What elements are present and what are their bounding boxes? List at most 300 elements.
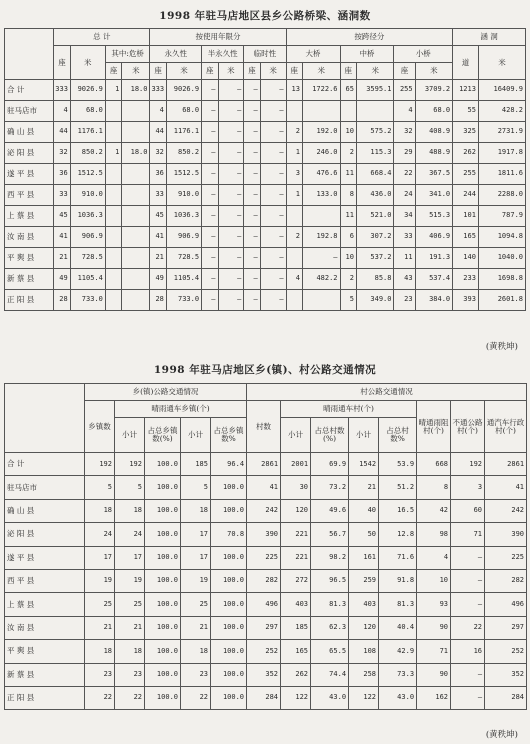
- table-cell: 403: [349, 593, 379, 616]
- table-cell: 668.4: [356, 164, 394, 185]
- table-cell: 259: [349, 569, 379, 592]
- table-cell: —: [202, 101, 218, 122]
- table-cell: 537.2: [356, 248, 394, 269]
- table-cell: 17: [181, 523, 211, 546]
- table-cell: 41: [247, 476, 281, 499]
- table-cell: 575.2: [356, 122, 394, 143]
- table-cell: 221: [281, 546, 311, 569]
- table-cell: 244: [453, 185, 479, 206]
- table-row: [5, 206, 526, 227]
- table-cell: 49: [150, 269, 166, 290]
- table-cell: —: [260, 101, 286, 122]
- row-label: 确 山 县: [5, 499, 85, 522]
- table-cell: 133.0: [302, 185, 340, 206]
- table-cell: 51.2: [379, 476, 417, 499]
- header-village-fine: 晴雨通车村(个): [281, 401, 417, 418]
- table-cell: —: [218, 80, 244, 101]
- table-cell: 1722.6: [302, 80, 340, 101]
- table-cell: 165: [453, 227, 479, 248]
- table-cell: 4: [54, 101, 70, 122]
- table-cell: [122, 248, 150, 269]
- table-cell: —: [218, 290, 244, 311]
- table-cell: 8: [340, 185, 356, 206]
- table-row: [5, 80, 526, 101]
- header-by-life: 按使用年限分: [150, 29, 286, 46]
- table-cell: 11: [340, 206, 356, 227]
- table-cell: 140: [453, 248, 479, 269]
- table-cell: 1036.3: [70, 206, 105, 227]
- bridges-table-body: [5, 80, 526, 311]
- header-danger: 其中:危桥: [105, 46, 150, 63]
- table-cell: 728.5: [166, 248, 201, 269]
- table-cell: 161: [349, 546, 379, 569]
- table-row: [5, 248, 526, 269]
- header-permanent: 永久性: [150, 46, 202, 63]
- table-cell: 255: [394, 80, 415, 101]
- table-cell: 262: [281, 663, 311, 686]
- table-cell: —: [244, 206, 260, 227]
- table-cell: [302, 290, 340, 311]
- table-cell: —: [218, 164, 244, 185]
- table-cell: 101: [453, 206, 479, 227]
- table-cell: [286, 248, 302, 269]
- table-cell: 100.0: [211, 616, 247, 639]
- table-cell: 100.0: [145, 593, 181, 616]
- row-label: 平 舆 县: [5, 248, 54, 269]
- table-cell: [122, 101, 150, 122]
- corner-cell: [5, 384, 85, 453]
- table-cell: 16: [451, 640, 485, 663]
- unit-meter: 米: [260, 63, 286, 80]
- table-cell: —: [302, 248, 340, 269]
- header-paved-count: 小计: [181, 418, 211, 453]
- table-cell: [356, 101, 394, 122]
- header-village-paved-pct: 占总村数%: [379, 418, 417, 453]
- row-label: 新 蔡 县: [5, 269, 54, 290]
- table-cell: 25: [85, 593, 115, 616]
- table-cell: 10: [417, 569, 451, 592]
- table-cell: 42.9: [379, 640, 417, 663]
- table-cell: 1512.5: [70, 164, 105, 185]
- table-cell: 69.9: [311, 453, 349, 476]
- bridges-table-title: 1998 年驻马店地区县乡公路桥梁、涵洞数: [159, 10, 371, 22]
- table-cell: 44: [54, 122, 70, 143]
- table-cell: 252: [485, 640, 527, 663]
- table-cell: 2: [286, 227, 302, 248]
- table-row: [5, 185, 526, 206]
- table-cell: 18: [115, 499, 145, 522]
- table-cell: 2: [286, 122, 302, 143]
- table-cell: 521.0: [356, 206, 394, 227]
- table-cell: 65.5: [311, 640, 349, 663]
- unit-count: 座: [394, 63, 415, 80]
- table-cell: 71: [417, 640, 451, 663]
- table-cell: 17: [181, 546, 211, 569]
- row-label: 西 平 县: [5, 569, 85, 592]
- header-town-fine: 晴雨通车乡镇(个): [115, 401, 247, 418]
- table-cell: 93: [417, 593, 451, 616]
- table-cell: 96.4: [211, 453, 247, 476]
- table-cell: 32: [54, 143, 70, 164]
- table-cell: 21: [181, 616, 211, 639]
- table-cell: 4: [417, 546, 451, 569]
- table-cell: 1105.4: [166, 269, 201, 290]
- header-pct-villages: 占总村数(%): [311, 418, 349, 453]
- header-large: 大桥: [286, 46, 340, 63]
- table-cell: 192.8: [302, 227, 340, 248]
- table-cell: 3: [451, 476, 485, 499]
- row-label: 正 阳 县: [5, 686, 85, 709]
- table-cell: [286, 101, 302, 122]
- table-cell: —: [244, 143, 260, 164]
- table-cell: 21: [150, 248, 166, 269]
- table-row: [5, 143, 526, 164]
- table-cell: —: [202, 269, 218, 290]
- header-village-group: 村公路交通情况: [247, 384, 527, 401]
- row-label: 上 蔡 县: [5, 593, 85, 616]
- table-cell: 333: [54, 80, 70, 101]
- table-cell: 1176.1: [70, 122, 105, 143]
- table-cell: 8: [417, 476, 451, 499]
- table-cell: 60: [451, 499, 485, 522]
- table-cell: —: [260, 143, 286, 164]
- table-cell: 29: [394, 143, 415, 164]
- table-cell: 3709.2: [415, 80, 453, 101]
- header-pct-towns: 占总乡镇数(%): [145, 418, 181, 453]
- table-cell: 68.0: [415, 101, 453, 122]
- table-cell: 120: [281, 499, 311, 522]
- row-label: 泌 阳 县: [5, 523, 85, 546]
- table-cell: 100.0: [145, 616, 181, 639]
- header-bus: 通汽车行政村(个): [485, 401, 527, 453]
- table-cell: [122, 164, 150, 185]
- unit-meter: 米: [166, 63, 201, 80]
- roads-table-body: [5, 453, 527, 710]
- table-cell: 1: [105, 80, 121, 101]
- table-cell: 108: [349, 640, 379, 663]
- table-cell: 307.2: [356, 227, 394, 248]
- table-cell: —: [244, 185, 260, 206]
- table-cell: 100.0: [145, 640, 181, 663]
- table-cell: 25: [181, 593, 211, 616]
- table-cell: 17: [85, 546, 115, 569]
- header-total: 总 计: [54, 29, 150, 46]
- table-cell: 18.0: [122, 143, 150, 164]
- table-cell: 2861: [485, 453, 527, 476]
- table-cell: 297: [485, 616, 527, 639]
- table-cell: 436.0: [356, 185, 394, 206]
- table-cell: 68.0: [70, 101, 105, 122]
- table-cell: —: [260, 185, 286, 206]
- unit-count: 座: [202, 63, 218, 80]
- table-row: [5, 290, 526, 311]
- table-cell: —: [218, 227, 244, 248]
- table-cell: [105, 269, 121, 290]
- table-cell: 221: [281, 523, 311, 546]
- header-medium: 中桥: [340, 46, 394, 63]
- table-cell: 100.0: [145, 453, 181, 476]
- unit-meter: 米: [218, 63, 244, 80]
- unit-meter: 米: [415, 63, 453, 80]
- table-cell: 36: [54, 164, 70, 185]
- table-cell: 24: [115, 523, 145, 546]
- table-cell: 192: [85, 453, 115, 476]
- table-cell: 192: [451, 453, 485, 476]
- table-cell: 100.0: [211, 546, 247, 569]
- table-cell: [122, 290, 150, 311]
- table-cell: 33: [394, 227, 415, 248]
- table-cell: 23: [181, 663, 211, 686]
- table-cell: 90: [417, 616, 451, 639]
- table-cell: 185: [181, 453, 211, 476]
- table-cell: 28: [150, 290, 166, 311]
- table-cell: 33: [150, 185, 166, 206]
- table-cell: —: [218, 248, 244, 269]
- table-cell: 49.6: [311, 499, 349, 522]
- table-cell: 333: [150, 80, 166, 101]
- table-cell: 22: [115, 686, 145, 709]
- table-cell: 16409.9: [478, 80, 525, 101]
- table-cell: 21: [85, 616, 115, 639]
- table-cell: 2001: [281, 453, 311, 476]
- table-cell: [105, 248, 121, 269]
- table-cell: 19: [115, 569, 145, 592]
- table-cell: 1036.3: [166, 206, 201, 227]
- table-cell: 19: [181, 569, 211, 592]
- table-cell: 5: [340, 290, 356, 311]
- table-cell: 68.0: [166, 101, 201, 122]
- roads-table: [4, 383, 527, 710]
- table-cell: 733.0: [166, 290, 201, 311]
- table-cell: 1512.5: [166, 164, 201, 185]
- header-subtotal: 小计: [115, 418, 145, 453]
- table-cell: 1542: [349, 453, 379, 476]
- unit-meter: 米: [122, 63, 150, 80]
- table-row: [5, 269, 526, 290]
- table-cell: [122, 122, 150, 143]
- table-row: [5, 101, 526, 122]
- table-cell: 81.3: [311, 593, 349, 616]
- table-cell: [105, 101, 121, 122]
- table-cell: —: [244, 80, 260, 101]
- table-cell: 100.0: [145, 686, 181, 709]
- header-culvert-count: 道: [453, 46, 479, 80]
- table-cell: —: [260, 164, 286, 185]
- table-cell: 733.0: [70, 290, 105, 311]
- table-cell: 906.9: [166, 227, 201, 248]
- table-cell: [286, 206, 302, 227]
- header-village-paved-count: 小计: [349, 418, 379, 453]
- table-cell: 21: [54, 248, 70, 269]
- table-cell: 284: [485, 686, 527, 709]
- table-cell: 325: [453, 122, 479, 143]
- table-cell: —: [451, 569, 485, 592]
- table-cell: 537.4: [415, 269, 453, 290]
- table-cell: 73.3: [379, 663, 417, 686]
- header-culvert-meter: 米: [478, 46, 525, 80]
- table-cell: 5: [115, 476, 145, 499]
- table-cell: —: [260, 206, 286, 227]
- table-row: [5, 546, 527, 569]
- table-cell: —: [244, 101, 260, 122]
- table-cell: 906.9: [70, 227, 105, 248]
- table-cell: 25: [115, 593, 145, 616]
- table-cell: 406.9: [415, 227, 453, 248]
- table-cell: 43.0: [379, 686, 417, 709]
- table-cell: 53.9: [379, 453, 417, 476]
- table-cell: —: [202, 290, 218, 311]
- header-town-count: 乡镇数: [85, 401, 115, 453]
- table-cell: 384.0: [415, 290, 453, 311]
- table-cell: 18.0: [122, 80, 150, 101]
- table-cell: 122: [281, 686, 311, 709]
- table-cell: 1176.1: [166, 122, 201, 143]
- header-by-span: 按跨径分: [286, 29, 453, 46]
- table-row: [5, 569, 527, 592]
- table-cell: [286, 290, 302, 311]
- table-cell: 728.5: [70, 248, 105, 269]
- table-cell: 33: [54, 185, 70, 206]
- table-row: [5, 122, 526, 143]
- table-cell: 49: [54, 269, 70, 290]
- table-cell: —: [218, 185, 244, 206]
- row-label: 遂 平 县: [5, 164, 54, 185]
- table-cell: 242: [485, 499, 527, 522]
- header-culvert: 涵 洞: [453, 29, 526, 46]
- table-cell: —: [244, 227, 260, 248]
- table-cell: 100.0: [211, 499, 247, 522]
- table-cell: —: [260, 227, 286, 248]
- table-cell: [122, 227, 150, 248]
- table-cell: [105, 122, 121, 143]
- roads-table-title: 1998 年驻马店地区乡(镇)、村公路交通情况: [153, 364, 377, 376]
- table-cell: 22: [181, 686, 211, 709]
- table-cell: 19: [85, 569, 115, 592]
- table-cell: 225: [247, 546, 281, 569]
- table-cell: 282: [485, 569, 527, 592]
- table-cell: [302, 101, 340, 122]
- unit-meter: 米: [302, 63, 340, 80]
- table-cell: 9026.9: [70, 80, 105, 101]
- table-row: [5, 616, 527, 639]
- table-cell: —: [244, 122, 260, 143]
- table-cell: 120: [349, 616, 379, 639]
- table-cell: 40: [349, 499, 379, 522]
- table-cell: 10: [340, 122, 356, 143]
- table-cell: 28: [54, 290, 70, 311]
- table-cell: 1213: [453, 80, 479, 101]
- table-cell: 1: [286, 185, 302, 206]
- table-cell: 100.0: [145, 569, 181, 592]
- unit-count: 座: [244, 63, 260, 80]
- table-row: [5, 640, 527, 663]
- header-temporary: 临时性: [244, 46, 286, 63]
- table-cell: 393: [453, 290, 479, 311]
- table-cell: 496: [485, 593, 527, 616]
- table-cell: 9026.9: [166, 80, 201, 101]
- unit-count: 座: [105, 63, 121, 80]
- table-cell: 1094.8: [478, 227, 525, 248]
- table-cell: [105, 164, 121, 185]
- table-row: [5, 499, 527, 522]
- table-cell: 4: [150, 101, 166, 122]
- table-cell: —: [202, 122, 218, 143]
- table-cell: 30: [281, 476, 311, 499]
- table-cell: 21: [115, 616, 145, 639]
- table-cell: [122, 269, 150, 290]
- table-cell: 91.8: [379, 569, 417, 592]
- table-row: [5, 164, 526, 185]
- row-label: 西 平 县: [5, 185, 54, 206]
- bridges-table: [4, 28, 526, 311]
- table-cell: 12.8: [379, 523, 417, 546]
- table-cell: —: [202, 248, 218, 269]
- table-cell: —: [451, 663, 485, 686]
- header-count: 座: [54, 46, 70, 80]
- row-label: 上 蔡 县: [5, 206, 54, 227]
- table-cell: 1811.6: [478, 164, 525, 185]
- row-label: 遂 平 县: [5, 546, 85, 569]
- table-cell: 71: [451, 523, 485, 546]
- table-cell: 36: [150, 164, 166, 185]
- table-cell: —: [260, 248, 286, 269]
- table-cell: 262: [453, 143, 479, 164]
- table-cell: 282: [247, 569, 281, 592]
- table-cell: 16.5: [379, 499, 417, 522]
- table-cell: 56.7: [311, 523, 349, 546]
- table-cell: 71.6: [379, 546, 417, 569]
- table-cell: —: [202, 206, 218, 227]
- table-cell: 496: [247, 593, 281, 616]
- table-cell: [122, 206, 150, 227]
- table-cell: 70.8: [211, 523, 247, 546]
- table-cell: 2731.9: [478, 122, 525, 143]
- table-cell: —: [451, 686, 485, 709]
- table-cell: 45: [54, 206, 70, 227]
- table-cell: 367.5: [415, 164, 453, 185]
- table-cell: 43.0: [311, 686, 349, 709]
- table-cell: 18: [85, 499, 115, 522]
- table-cell: 297: [247, 616, 281, 639]
- table-cell: 488.9: [415, 143, 453, 164]
- table-row: [5, 476, 527, 499]
- table-cell: 65: [340, 80, 356, 101]
- table-cell: [105, 206, 121, 227]
- table-cell: 41: [54, 227, 70, 248]
- table-cell: 1917.8: [478, 143, 525, 164]
- table-row: [5, 523, 527, 546]
- table-cell: —: [218, 122, 244, 143]
- table-cell: 45: [150, 206, 166, 227]
- table-cell: 1105.4: [70, 269, 105, 290]
- table-cell: —: [202, 80, 218, 101]
- table-cell: 24: [85, 523, 115, 546]
- row-label: 驻马店市: [5, 476, 85, 499]
- table-cell: 2: [340, 269, 356, 290]
- header-village-subtotal: 小计: [281, 418, 311, 453]
- table-row: [5, 593, 527, 616]
- table-cell: 22: [394, 164, 415, 185]
- header-semi: 半永久性: [202, 46, 244, 63]
- unit-meter: 米: [356, 63, 394, 80]
- table-cell: 476.6: [302, 164, 340, 185]
- table-cell: 32: [150, 143, 166, 164]
- header-meter: 米: [70, 46, 105, 80]
- table-cell: [122, 185, 150, 206]
- table-cell: 192: [115, 453, 145, 476]
- table-cell: 98: [417, 523, 451, 546]
- table-cell: 1040.0: [478, 248, 525, 269]
